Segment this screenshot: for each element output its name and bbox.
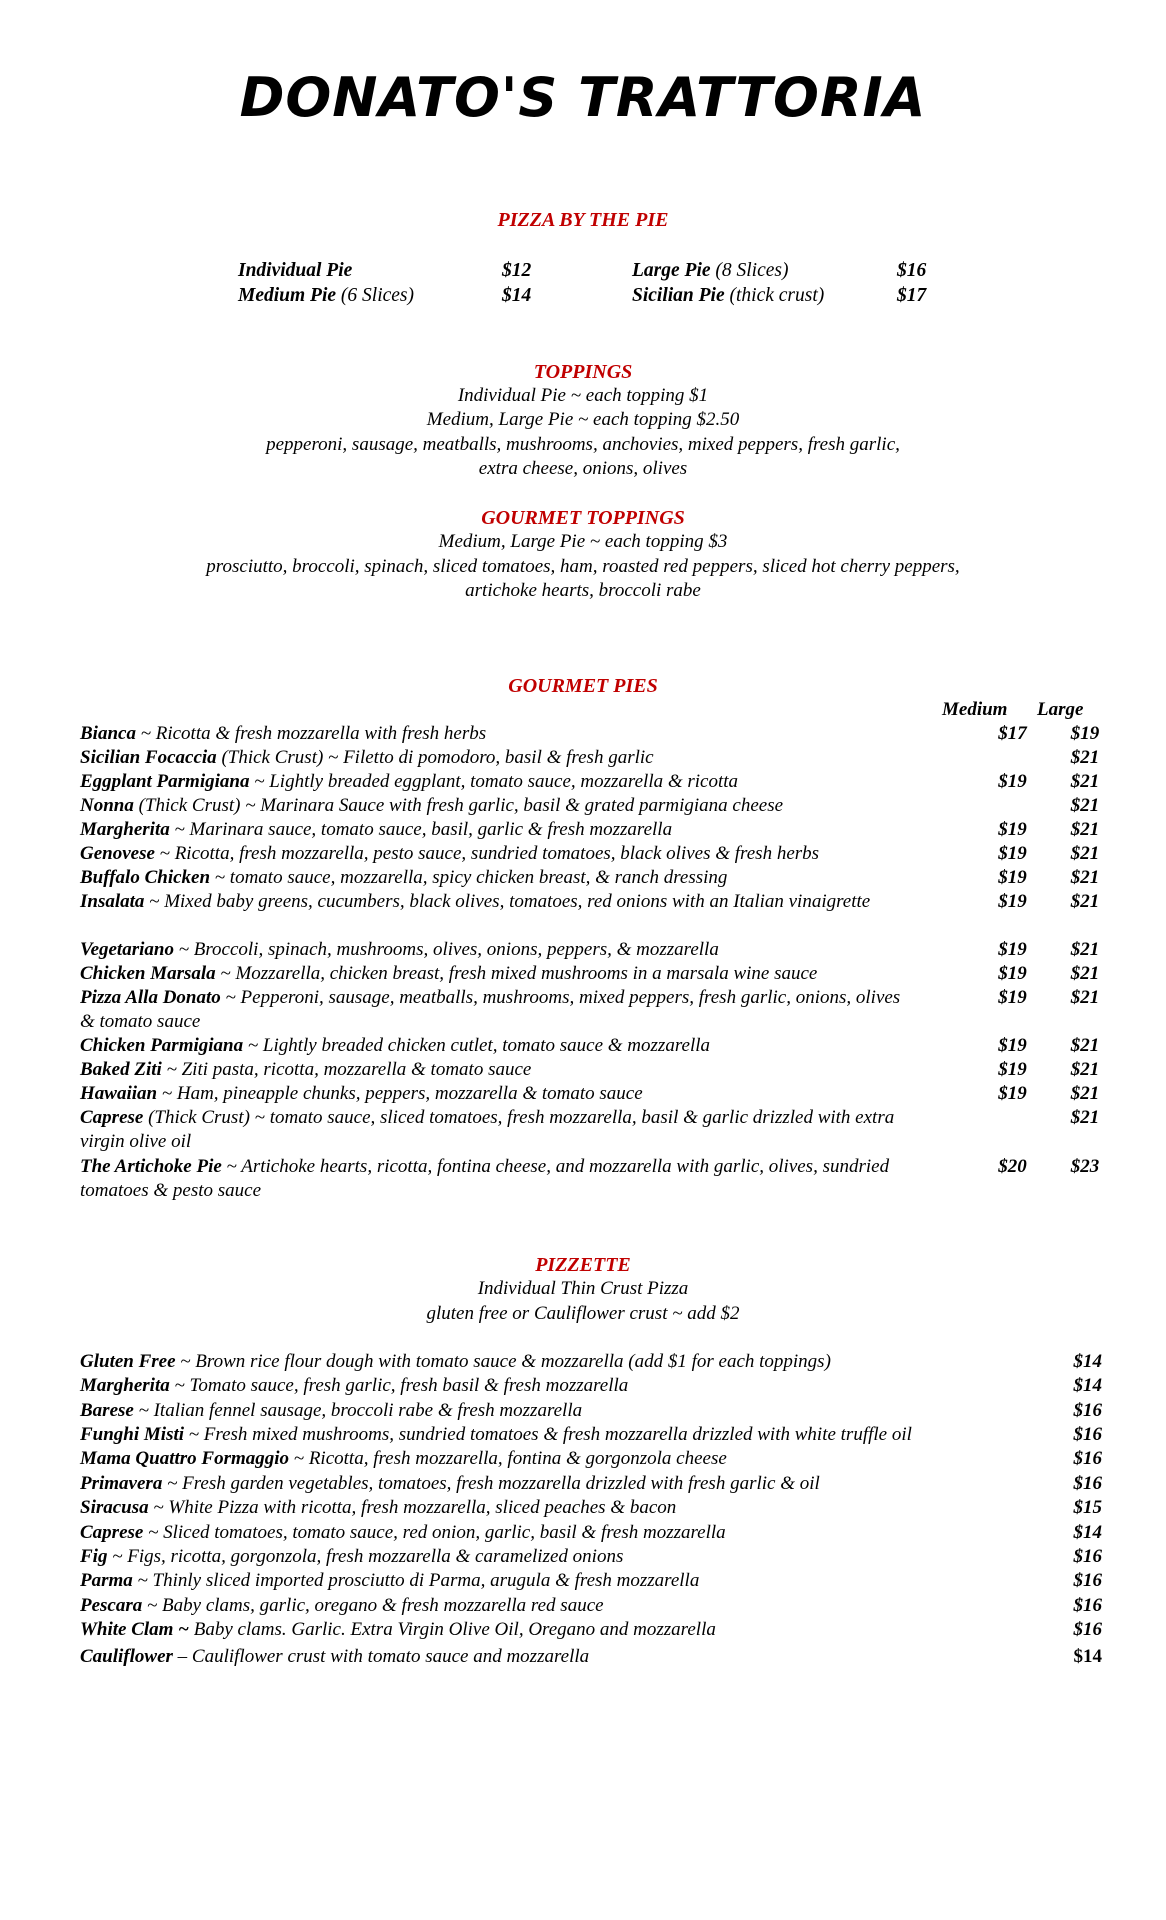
pizzette-desc [80, 1472, 820, 1496]
gourmet-pie-large-price: $21 [1070, 1035, 1100, 1056]
gourmet-pie-large-price: $21 [1070, 747, 1100, 768]
gourmet-pie-row [80, 1058, 1100, 1082]
pizzette-name: Primavera [80, 1473, 163, 1494]
gourmet-pie-row [80, 842, 1100, 866]
pizzette-row [80, 1374, 1102, 1398]
gourmet-pie-name: Margherita [80, 819, 170, 840]
gourmet-pie-name: Nonna [80, 795, 134, 816]
gourmet-pie-name: Hawaiian [80, 1083, 158, 1104]
pizzette-name: Margherita [80, 1375, 170, 1396]
pizzette-desc [80, 1569, 699, 1593]
pizzette-price: $16 [1073, 1570, 1102, 1591]
pizzette-text: Baby clams. Garlic. Extra Virgin Olive Oil, Oregano and mozzarella [189, 1619, 716, 1640]
pie-item-medium [238, 283, 414, 308]
pizzette-text: – Cauliflower crust with tomato sauce and mozzarella [172, 1646, 590, 1667]
pie-price-medium: $14 [502, 285, 532, 306]
pizzette-desc [80, 1594, 604, 1618]
pizzette-price: $16 [1073, 1448, 1102, 1469]
toppings-line: extra cheese, onions, olives [478, 458, 688, 479]
toppings-line: Individual Pie ~ each topping $1 [457, 385, 709, 406]
column-header-large: Large [1037, 699, 1084, 720]
pie-item-name: Individual Pie [238, 260, 353, 281]
gourmet-pie-large-price: $21 [1070, 771, 1100, 792]
gourmet-pie-name: Vegetariano [80, 939, 174, 960]
pizzette-name: Barese [80, 1400, 134, 1421]
pizzette-row [80, 1399, 1102, 1423]
gourmet-pie-name: Insalata [80, 891, 145, 912]
pizzette-row [80, 1496, 1102, 1520]
gourmet-pie-name: Chicken Marsala [80, 963, 216, 984]
gourmet-pie-large-price: $21 [1070, 1107, 1100, 1128]
pie-item-note: (8 Slices) [715, 260, 789, 281]
gourmet-pie-name: The Artichoke Pie [80, 1156, 222, 1177]
pizzette-name: Pescara [80, 1595, 143, 1616]
pizzette-name: Siracusa [80, 1497, 149, 1518]
pizzette-price: $16 [1073, 1546, 1102, 1567]
pizzette-price: $16 [1073, 1595, 1102, 1616]
gourmet-pie-row [80, 1106, 1100, 1155]
pizzette-desc [80, 1618, 716, 1642]
pizzette-price: $16 [1073, 1473, 1102, 1494]
pizzette-name: Caprese [80, 1522, 144, 1543]
gourmet-pie-medium-price: $19 [998, 891, 1027, 912]
pizzette-name: Funghi Misti [80, 1424, 185, 1445]
pizzette-text: ~ Figs, ricotta, gorgonzola, fresh mozzarella & caramelized onions [107, 1546, 624, 1567]
gourmet-pie-name: Buffalo Chicken [80, 867, 211, 888]
gourmet-pie-row [80, 794, 1100, 818]
gourmet-pie-row [80, 1082, 1100, 1106]
gourmet-pie-text: ~ Ham, pineapple chunks, peppers, mozzarella & tomato sauce [157, 1083, 643, 1104]
gourmet-pie-desc [80, 1034, 905, 1058]
pizzette-row [80, 1521, 1102, 1545]
gourmet-pie-name: Caprese [80, 1107, 144, 1128]
gourmet-pie-desc [80, 794, 905, 818]
gourmet-pie-text: (Thick Crust) ~ Filetto di pomodoro, basil & fresh garlic [216, 747, 654, 768]
gourmet-pie-text: ~ Pepperoni, sausage, meatballs, mushrooms, mixed peppers, fresh garlic, onions, olives & tomato sauce [80, 987, 901, 1033]
gourmet-pie-desc [80, 1058, 905, 1082]
gourmet-pie-medium-price: $19 [998, 819, 1027, 840]
gourmet-pie-row [80, 986, 1100, 1035]
gourmet-pie-row [80, 866, 1100, 890]
gourmet-pie-row [80, 770, 1100, 794]
toppings-heading: TOPPINGS [533, 361, 633, 383]
gourmet-pie-medium-price: $19 [998, 843, 1027, 864]
gourmet-pie-name: Genovese [80, 843, 155, 864]
gourmet-pie-desc [80, 818, 905, 842]
gourmet-pie-desc [80, 938, 905, 962]
gourmet-pie-medium-price: $19 [998, 771, 1027, 792]
pizzette-text: ~ Fresh garden vegetables, tomatoes, fresh mozzarella drizzled with fresh garlic & oil [162, 1473, 820, 1494]
gourmet-pie-medium-price: $17 [998, 723, 1027, 744]
pizzette-text: ~ Thinly sliced imported prosciutto di Parma, arugula & fresh mozzarella [132, 1570, 700, 1591]
gourmet-pie-large-price: $21 [1070, 819, 1100, 840]
gourmet-pie-text: ~ Mozzarella, chicken breast, fresh mixed mushrooms in a marsala wine sauce [215, 963, 818, 984]
pizzette-row [80, 1594, 1102, 1618]
pie-item-name: Sicilian Pie [632, 285, 725, 306]
gourmet-pie-large-price: $21 [1070, 1059, 1100, 1080]
pizzette-price: $16 [1073, 1400, 1102, 1421]
gourmet-pie-row [80, 962, 1100, 986]
gourmet-pie-row [80, 890, 1100, 914]
gourmet-pie-name: Eggplant Parmigiana [80, 771, 250, 792]
pizzette-text: ~ Sliced tomatoes, tomato sauce, red onion, garlic, basil & fresh mozzarella [143, 1522, 726, 1543]
gourmet-pie-row [80, 818, 1100, 842]
pizzette-desc [80, 1645, 589, 1669]
gourmet-pie-desc [80, 746, 905, 770]
pizzette-name: White Clam ~ [80, 1619, 190, 1640]
gourmet-pie-row [80, 1155, 1100, 1204]
gourmet-pie-large-price: $19 [1070, 723, 1100, 744]
pizzette-name: Mama Quattro Formaggio [80, 1448, 290, 1469]
gourmet-pie-name: Sicilian Focaccia [80, 747, 217, 768]
gourmet-pie-desc [80, 1082, 905, 1106]
gourmet-pie-text: ~ Ricotta & fresh mozzarella with fresh herbs [135, 723, 487, 744]
pizzette-text: ~ Ricotta, fresh mozzarella, fontina & gorgonzola cheese [289, 1448, 727, 1469]
pizzette-row [80, 1618, 1102, 1642]
pizzette-row [80, 1569, 1102, 1593]
restaurant-title: DONATO'S TRATTORIA [239, 66, 927, 129]
pie-item-name: Medium Pie [238, 285, 337, 306]
pizzette-name: Parma [80, 1570, 133, 1591]
gourmet-pie-desc [80, 866, 905, 890]
gourmet-pie-row [80, 722, 1100, 746]
pizza-by-pie-heading: PIZZA BY THE PIE [497, 209, 669, 231]
gourmet-pies-heading: GOURMET PIES [508, 675, 658, 697]
pizzette-desc [80, 1374, 628, 1398]
gourmet-pie-text: (Thick Crust) ~ Marinara Sauce with fresh garlic, basil & grated parmigiana cheese [133, 795, 784, 816]
gourmet-pie-desc [80, 962, 905, 986]
pizzette-price: $15 [1073, 1497, 1102, 1518]
gourmet-toppings-line: artichoke hearts, broccoli rabe [465, 580, 701, 601]
pizzette-text: ~ Italian fennel sausage, broccoli rabe & fresh mozzarella [133, 1400, 583, 1421]
gourmet-pie-desc [80, 890, 905, 914]
gourmet-pie-medium-price: $19 [998, 963, 1027, 984]
pizzette-row [80, 1447, 1102, 1471]
gourmet-pie-text: ~ Ziti pasta, ricotta, mozzarella & tomato sauce [161, 1059, 532, 1080]
gourmet-pie-text: ~ Marinara sauce, tomato sauce, basil, garlic & fresh mozzarella [169, 819, 673, 840]
gourmet-pie-medium-price: $19 [998, 1083, 1027, 1104]
pizzette-desc [80, 1447, 727, 1471]
gourmet-pie-large-price: $21 [1070, 1083, 1100, 1104]
pizzette-name: Fig [80, 1546, 108, 1567]
pizzette-price: $16 [1073, 1619, 1102, 1640]
pie-item-note: (6 Slices) [340, 285, 415, 306]
pizzette-note: gluten free or Cauliflower crust ~ add $2 [426, 1303, 740, 1324]
pizzette-price: $14 [1073, 1375, 1102, 1396]
pie-item-name: Large Pie [632, 260, 711, 281]
gourmet-toppings-line: prosciutto, broccoli, spinach, sliced tomatoes, ham, roasted red peppers, sliced hot cherry peppers, [206, 556, 960, 577]
pizzette-text: ~ Baby clams, garlic, oregano & fresh mozzarella red sauce [142, 1595, 604, 1616]
gourmet-toppings-heading: GOURMET TOPPINGS [481, 507, 685, 529]
pizzette-price: $14 [1073, 1646, 1102, 1667]
gourmet-pie-desc [80, 770, 905, 794]
pie-item-note: (thick crust) [729, 285, 825, 306]
pizzette-name: Cauliflower [80, 1646, 173, 1667]
gourmet-pie-medium-price: $19 [998, 1035, 1027, 1056]
pie-price-sicilian: $17 [897, 285, 927, 306]
pizzette-text: ~ Brown rice flour dough with tomato sauce & mozzarella (add $1 for each toppings) [175, 1351, 831, 1372]
gourmet-pie-name: Baked Ziti [80, 1059, 162, 1080]
pizzette-text: ~ Tomato sauce, fresh garlic, fresh basil & fresh mozzarella [169, 1375, 629, 1396]
gourmet-pie-large-price: $21 [1070, 795, 1100, 816]
pie-price-large: $16 [897, 260, 927, 281]
pizzette-desc [80, 1350, 831, 1374]
gourmet-pie-desc [80, 1155, 905, 1204]
pie-item-large [632, 258, 789, 283]
gourmet-pie-large-price: $23 [1070, 1156, 1100, 1177]
gourmet-pie-desc [80, 986, 905, 1035]
gourmet-pie-name: Pizza Alla Donato [80, 987, 221, 1008]
toppings-line: pepperoni, sausage, meatballs, mushrooms, anchovies, mixed peppers, fresh garlic, [266, 434, 900, 455]
gourmet-pie-text: ~ Lightly breaded chicken cutlet, tomato sauce & mozzarella [243, 1035, 711, 1056]
pizzette-subtitle: Individual Thin Crust Pizza [477, 1278, 689, 1299]
gourmet-pie-text: ~ tomato sauce, mozzarella, spicy chicken breast, & ranch dressing [210, 867, 728, 888]
pizzette-row [80, 1545, 1102, 1569]
column-header-medium: Medium [942, 699, 1008, 720]
pie-price-individual: $12 [502, 260, 532, 281]
gourmet-pie-large-price: $21 [1070, 939, 1100, 960]
pizzette-row [80, 1472, 1102, 1496]
gourmet-pie-medium-price: $19 [998, 987, 1027, 1008]
gourmet-pie-large-price: $21 [1070, 891, 1100, 912]
pizzette-row [80, 1645, 1102, 1669]
gourmet-pie-large-price: $21 [1070, 963, 1100, 984]
pizzette-text: ~ White Pizza with ricotta, fresh mozzarella, sliced peaches & bacon [148, 1497, 677, 1518]
gourmet-pie-text: ~ Ricotta, fresh mozzarella, pesto sauce, sundried tomatoes, black olives & fresh herbs [154, 843, 820, 864]
pizzette-desc [80, 1496, 676, 1520]
gourmet-pie-row [80, 746, 1100, 770]
gourmet-pie-text: ~ Mixed baby greens, cucumbers, black olives, tomatoes, red onions with an Italian vinaigrette [144, 891, 871, 912]
gourmet-pie-text: ~ Artichoke hearts, ricotta, fontina cheese, and mozzarella with garlic, olives, sundried tomatoes & pesto sauce [80, 1156, 890, 1202]
pizzette-desc [80, 1521, 726, 1545]
gourmet-pie-medium-price: $20 [998, 1156, 1027, 1177]
pizzette-heading: PIZZETTE [535, 1254, 631, 1276]
gourmet-pie-row [80, 938, 1100, 962]
gourmet-pie-name: Chicken Parmigiana [80, 1035, 244, 1056]
pizzette-name: Gluten Free [80, 1351, 176, 1372]
gourmet-pie-medium-price: $19 [998, 939, 1027, 960]
gourmet-toppings-line: Medium, Large Pie ~ each topping $3 [438, 531, 728, 552]
pizzette-desc [80, 1399, 582, 1423]
gourmet-pie-desc [80, 1106, 905, 1155]
gourmet-pie-text: ~ Lightly breaded eggplant, tomato sauce, mozzarella & ricotta [249, 771, 739, 792]
toppings-line: Medium, Large Pie ~ each topping $2.50 [426, 409, 740, 430]
pie-item-individual [238, 258, 352, 283]
gourmet-pie-medium-price: $19 [998, 1059, 1027, 1080]
pizzette-price: $16 [1073, 1424, 1102, 1445]
gourmet-pie-text: ~ Broccoli, spinach, mushrooms, olives, onions, peppers, & mozzarella [173, 939, 719, 960]
gourmet-pie-text: (Thick Crust) ~ tomato sauce, sliced tomatoes, fresh mozzarella, basil & garlic drizzled with extra virgin olive oil [80, 1107, 895, 1153]
gourmet-pie-medium-price: $19 [998, 867, 1027, 888]
gourmet-pie-large-price: $21 [1070, 987, 1100, 1008]
gourmet-pie-name: Bianca [80, 723, 136, 744]
pizzette-desc [80, 1423, 912, 1447]
gourmet-pie-large-price: $21 [1070, 867, 1100, 888]
gourmet-pie-row [80, 1034, 1100, 1058]
pizzette-price: $14 [1073, 1522, 1102, 1543]
pie-item-sicilian [632, 283, 824, 308]
pizzette-row [80, 1350, 1102, 1374]
gourmet-pie-large-price: $21 [1070, 843, 1100, 864]
pizzette-row [80, 1423, 1102, 1447]
gourmet-pie-desc [80, 722, 905, 746]
pizzette-text: ~ Fresh mixed mushrooms, sundried tomatoes & fresh mozzarella drizzled with white truffle oil [184, 1424, 912, 1445]
gourmet-pie-desc [80, 842, 905, 866]
pizzette-desc [80, 1545, 623, 1569]
pizzette-price: $14 [1073, 1351, 1102, 1372]
